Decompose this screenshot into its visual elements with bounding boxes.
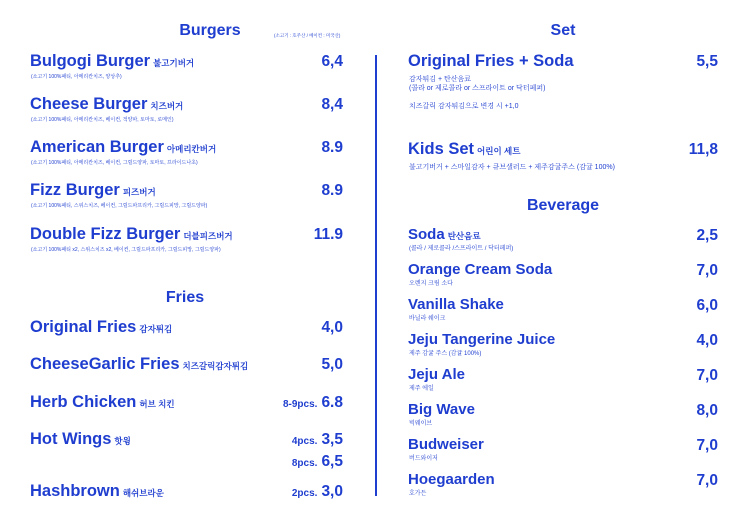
item-price-row — [283, 394, 343, 412]
item-price: 3,0 — [321, 483, 343, 500]
item-price: 7,0 — [696, 472, 718, 489]
item-korean-name: 불고기버거 — [153, 58, 195, 68]
item-description: (콜라 / 제로콜라 /스프라이트 / 닥터페퍼) — [409, 246, 514, 252]
item-korean-name: 허브 치킨 — [139, 399, 175, 409]
item-price: 6,0 — [696, 297, 718, 314]
piece-count: 8-9pcs. — [282, 399, 318, 410]
column-divider — [375, 55, 377, 496]
item-price-row — [292, 453, 343, 471]
item-description: (소고기 100%패티, 아메리칸치즈, 양상추) — [31, 74, 122, 80]
set-item — [408, 140, 520, 159]
item-price: 11.9 — [313, 226, 343, 243]
fries-item — [30, 318, 172, 337]
item-description: 빅웨이브 — [409, 421, 433, 427]
item-name: American Burger — [30, 138, 164, 156]
burger-item — [30, 225, 233, 244]
item-name: Bulgogi Burger — [30, 52, 151, 70]
item-name: Herb Chicken — [30, 393, 137, 411]
beverage-item — [408, 366, 468, 384]
item-name: Kids Set — [408, 140, 475, 158]
item-price: 8.9 — [321, 182, 343, 199]
set-heading: Set — [550, 22, 576, 39]
item-price: 7,0 — [696, 262, 718, 279]
item-price: 6,4 — [321, 53, 343, 70]
item-korean-name: 탄산음료 — [447, 231, 481, 241]
fries-item — [30, 355, 248, 374]
burger-item — [30, 52, 194, 71]
fries-item — [30, 430, 131, 449]
beverage-item — [408, 471, 498, 489]
item-name: Original Fries — [30, 318, 137, 336]
item-description-line: 불고기버거 + 스마일감자 + 큐브샐러드 + 제주감귤주스 (감귤 100%) — [409, 164, 615, 171]
burger-item — [30, 181, 156, 200]
fries-item — [30, 482, 164, 501]
item-description: 제주 감귤 주스 (감귤 100%) — [409, 351, 482, 357]
item-description: 오렌지 크림 소다 — [409, 281, 453, 287]
item-korean-name: 치즈버거 — [150, 101, 184, 111]
item-price: 5,5 — [696, 53, 718, 70]
item-description: (소고기 100%패티 x2, 스위스치즈 x2, 베이컨, 그릴드파프리카, 그릴드피망, 그릴드양파) — [31, 247, 221, 253]
piece-count: 8pcs. — [291, 458, 318, 469]
burger-item — [30, 138, 216, 157]
item-korean-name: 아메리칸버거 — [166, 144, 217, 154]
fries-item — [30, 393, 175, 412]
fries-heading: Fries — [165, 289, 205, 306]
item-description-line: 치즈갈릭 감자튀김으로 변경 시 +1,0 — [409, 103, 519, 110]
set-item — [408, 52, 577, 71]
piece-count: 2pcs. — [291, 488, 318, 499]
item-price: 8,0 — [696, 402, 718, 419]
beverage-item — [408, 261, 555, 279]
item-name: Vanilla Shake — [408, 296, 504, 313]
beverage-item — [408, 331, 558, 349]
item-price: 7,0 — [696, 437, 718, 454]
item-price: 4,0 — [321, 319, 343, 336]
item-description: (소고기 100%패티, 아메리칸치즈, 베이컨, 적양파, 토마토, 로메인) — [31, 117, 174, 123]
item-price: 5,0 — [321, 356, 343, 373]
item-price: 6,5 — [321, 453, 343, 470]
item-name: Jeju Ale — [408, 366, 465, 383]
item-price-row — [292, 483, 343, 501]
item-description: 버드와이저 — [409, 456, 438, 462]
item-description-line: 감자튀김 + 탄산음료 — [409, 76, 472, 83]
item-description: (소고기 100%패티, 스위스치즈, 베이컨, 그릴드파프리카, 그릴드피망, 그릴드양파) — [31, 203, 208, 209]
item-name: Orange Cream Soda — [408, 261, 553, 278]
item-price: 4,0 — [696, 332, 718, 349]
item-name: Cheese Burger — [30, 95, 148, 113]
item-price: 3,5 — [321, 431, 343, 448]
item-name: Fizz Burger — [30, 181, 120, 199]
item-price-row — [317, 319, 343, 337]
beverage-item — [408, 436, 487, 454]
beverage-item — [408, 401, 478, 419]
item-korean-name: 해쉬브라운 — [122, 488, 164, 498]
item-korean-name: 어린이 세트 — [477, 146, 521, 156]
item-name: Budweiser — [408, 436, 484, 453]
item-name: Double Fizz Burger — [30, 225, 181, 243]
item-description: (소고기 100%패티, 아메리칸치즈, 베이컨, 그릴드양파, 토마토, 프라이드나초) — [31, 160, 198, 166]
item-korean-name: 치즈갈릭감자튀김 — [182, 361, 249, 371]
item-korean-name: 더블피즈버거 — [183, 231, 233, 241]
item-name: CheeseGarlic Fries — [30, 355, 180, 373]
beverage-item — [408, 296, 507, 314]
item-price: 7,0 — [696, 367, 718, 384]
item-price: 6.8 — [321, 394, 343, 411]
item-price: 11,8 — [688, 141, 718, 158]
item-price: 8.9 — [321, 139, 343, 156]
piece-count: 4pcs. — [291, 436, 318, 447]
beverage-heading: Beverage — [526, 197, 600, 214]
origin-note: (소고기 : 호주산 / 베이컨 : 미국산) — [274, 33, 341, 38]
item-name: Big Wave — [408, 401, 475, 418]
item-name: Soda — [408, 226, 445, 243]
item-korean-name: 감자튀김 — [139, 324, 173, 334]
item-name: Hot Wings — [30, 430, 112, 448]
item-price-row — [292, 431, 343, 449]
item-price: 2,5 — [696, 227, 718, 244]
item-name: Hashbrown — [30, 482, 120, 500]
item-name: Hoegaarden — [408, 471, 495, 488]
item-korean-name: 피즈버거 — [122, 187, 156, 197]
item-description: 호가든 — [409, 491, 427, 497]
burgers-heading: Burgers — [179, 22, 241, 39]
item-price: 8,4 — [321, 96, 343, 113]
item-name: Jeju Tangerine Juice — [408, 331, 556, 348]
burger-item — [30, 95, 183, 114]
item-description-line: (콜라 or 제로콜라 or 스프라이트 or 닥터페퍼) — [409, 85, 546, 92]
item-name: Original Fries + Soda — [408, 52, 574, 70]
beverage-item — [408, 226, 481, 244]
item-korean-name: 핫윙 — [114, 436, 131, 446]
item-description: 바닐라 쉐이크 — [409, 316, 446, 322]
item-description: 제주 에일 — [409, 386, 434, 392]
item-price-row — [317, 356, 343, 374]
